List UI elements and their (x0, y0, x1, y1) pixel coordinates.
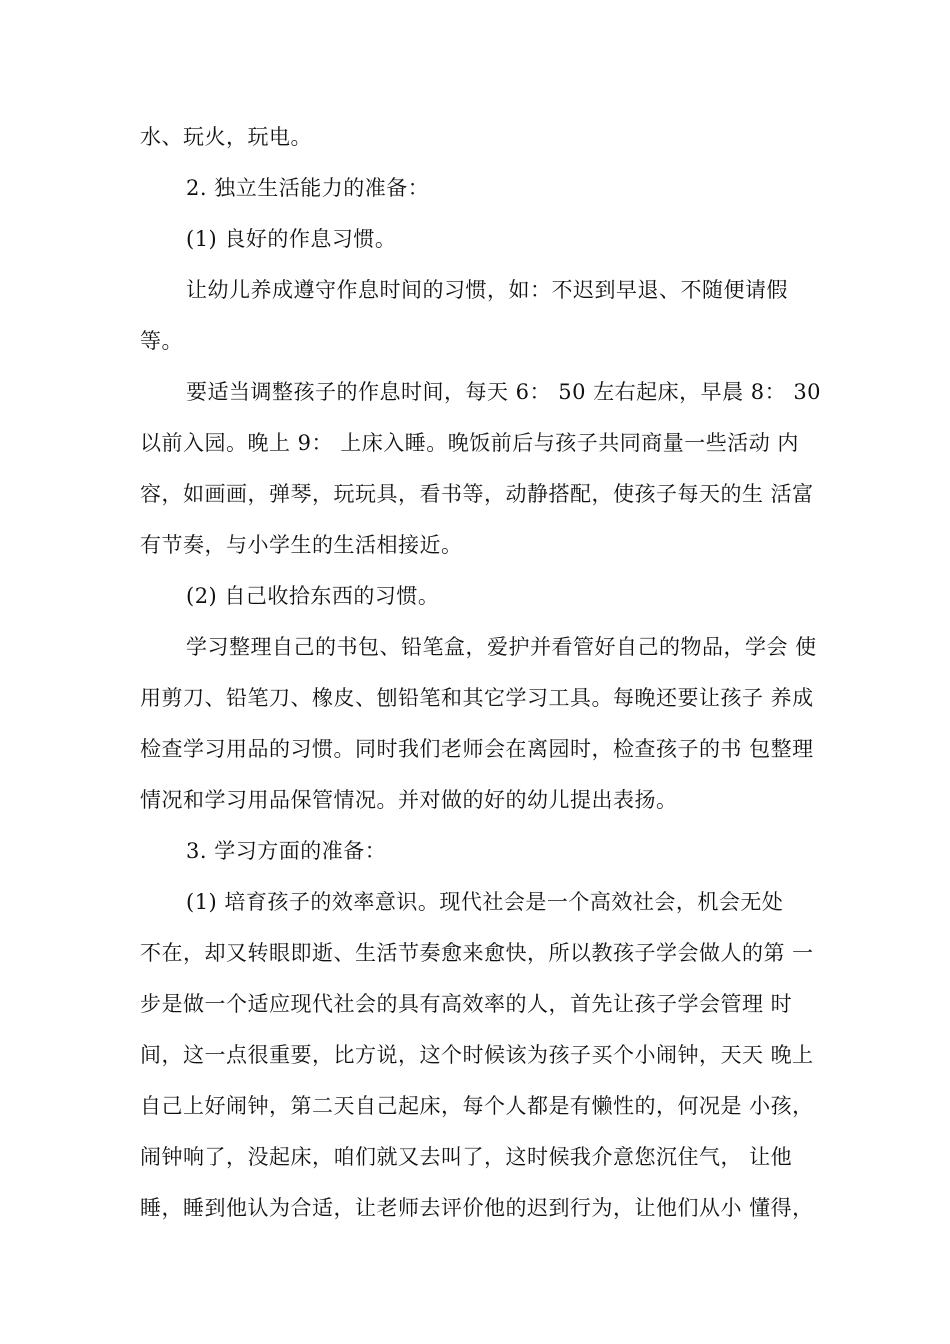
paragraph-line: 容，如画画，弹琴，玩玩具，看书等，动静搭配，使孩子每天的生 活富 (140, 482, 814, 506)
text-line: 水、玩火，玩电。 (140, 125, 312, 149)
paragraph-line: 情况和学习用品保管情况。并对做的好的幼儿提出表扬。 (140, 788, 678, 812)
section-heading: 3. 学习方面的准备： (186, 839, 387, 863)
paragraph-line: 检查学习用品的习惯。同时我们老师会在离园时，检查孩子的书 包整理 (140, 737, 814, 761)
paragraph-line: 要适当调整孩子的作息时间，每天 6： 50 左右起床，早晨 8： 30 (186, 380, 822, 404)
subsection-heading: (1) 良好的作息习惯。 (186, 227, 397, 251)
section-heading: 2. 独立生活能力的准备： (186, 176, 430, 200)
paragraph-line: 间，这一点很重要，比方说，这个时候该为孩子买个小闹钟，天天 晚上 (140, 1043, 814, 1067)
paragraph-line: 用剪刀、铅笔刀、橡皮、刨铅笔和其它学习工具。每晚还要让孩子 养成 (140, 686, 814, 710)
paragraph-line: 睡，睡到他认为合适，让老师去评价他的迟到行为，让他们从小 懂得， (140, 1196, 814, 1220)
paragraph-line: 有节奏，与小学生的生活相接近。 (140, 533, 463, 557)
paragraph-line: 步是做一个适应现代社会的具有高效率的人，首先让孩子学会管理 时 (140, 992, 793, 1016)
paragraph-line: 以前入园。晚上 9： 上床入睡。晚饭前后与孩子共同商量一些活动 内 (140, 431, 799, 455)
subsection-heading: (2) 自己收拾东西的习惯。 (186, 584, 440, 608)
paragraph-line: 等。 (140, 329, 183, 353)
paragraph-line: 不在，却又转眼即逝、生活节奏愈来愈快，所以教孩子学会做人的第 一 (140, 941, 814, 965)
paragraph-line: 闹钟响了，没起床，咱们就又去叫了，这时候我介意您沉住气， 让他 (140, 1145, 793, 1169)
paragraph-line: 让幼儿养成遵守作息时间的习惯，如：不迟到早退、不随便请假 (186, 278, 788, 302)
paragraph-line: 学习整理自己的书包、铅笔盒，爱护并看管好自己的物品，学会 使 (186, 635, 817, 659)
paragraph-line: 自己上好闹钟，第二天自己起床，每个人都是有懒性的，何况是 小孩， (140, 1094, 814, 1118)
paragraph-line: (1) 培育孩子的效率意识。现代社会是一个高效社会，机会无处 (186, 890, 784, 914)
